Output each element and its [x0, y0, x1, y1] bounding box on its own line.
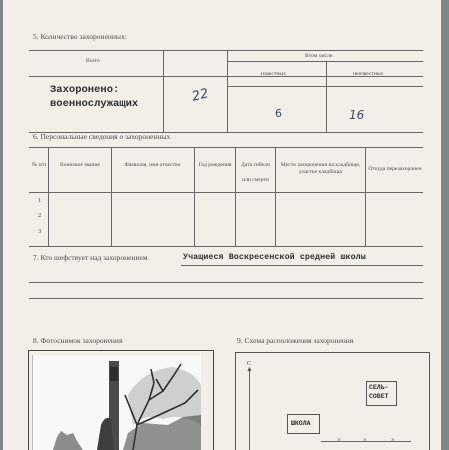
rule [29, 246, 423, 247]
patron-value: Учащиеся Воскресенской средней школы [183, 253, 366, 262]
header-birth-year: Год рождения [198, 162, 232, 168]
memorial-photo-image [33, 355, 201, 450]
header-burial-place: Место захоронения на кладбище, участке кладбища [280, 162, 361, 175]
col-total-header: Всего [86, 58, 100, 64]
rule [181, 265, 423, 266]
north-mark: С [247, 360, 252, 367]
scheme-frame [235, 352, 430, 450]
village-council-label-1: СЕЛЬ- [369, 384, 389, 391]
header-death-date: Дата гибели или смерти [241, 162, 270, 183]
rule [326, 61, 327, 132]
rule [29, 192, 423, 193]
rule [227, 61, 423, 62]
rule [29, 282, 423, 283]
rule [227, 86, 423, 87]
school-label: ШКОЛА [291, 420, 311, 427]
row-number: 1 [38, 197, 42, 204]
section-9-title: 9. Схема расположения захоронения [237, 336, 354, 345]
row-label-buried: Захоронено: [50, 84, 120, 96]
memorial-photo [32, 355, 201, 450]
road-marker: × [337, 436, 341, 444]
header-rank: Воинское звание [60, 162, 100, 168]
rule [111, 147, 112, 246]
total-buried-value: 22 [190, 86, 211, 105]
row-label-servicemen: военнослужащих [50, 98, 139, 110]
north-arrow-shaft [249, 370, 250, 450]
rule [227, 50, 228, 132]
rule [48, 147, 49, 246]
road-marker: × [363, 436, 367, 444]
road-marker: × [391, 436, 395, 444]
header-full-name: Фамилия, имя отчество [124, 162, 181, 168]
rule [194, 147, 195, 246]
header-reburied-from: Откуда перезахоронен [368, 166, 422, 172]
rule [29, 298, 423, 299]
col-known-header: известных [261, 71, 286, 77]
section-7-label: 7. Кто шефствует над захоронением [33, 253, 148, 262]
row-number: 2 [38, 212, 42, 219]
village-council-label-2: СОВЕТ [369, 393, 389, 400]
passport-page [3, 0, 441, 450]
unknown-buried-value: 16 [349, 108, 365, 122]
col-including-header: Втом числе: [305, 53, 334, 59]
rule [365, 147, 366, 246]
rule [29, 147, 423, 148]
section-6-title: 6. Персональные сведения о захороненных [33, 132, 171, 141]
rule [163, 50, 164, 132]
rule [29, 50, 423, 51]
known-buried-value: 6 [275, 107, 282, 120]
row-number: 3 [38, 228, 42, 235]
rule [275, 147, 276, 246]
north-arrow-icon: ▲ [246, 365, 253, 373]
section-8-title: 8. Фотоснимок захоронения [33, 336, 123, 345]
col-unknown-header: неизвестных [353, 71, 384, 77]
header-number: № п/п [31, 162, 47, 168]
section-5-title: 5. Количество захороненных: [33, 32, 127, 41]
